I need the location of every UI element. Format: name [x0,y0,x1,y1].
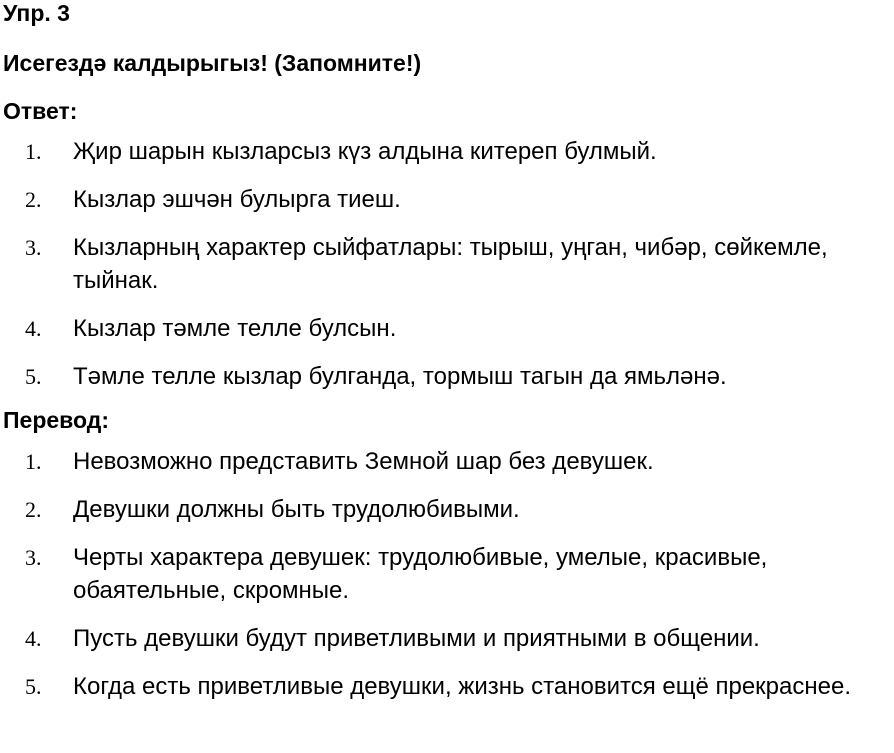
list-item-text: Черты характера девушек: трудолюбивые, умелые, красивые, обаятельные, скромные. [73,544,768,604]
answer-item-4 [3,312,894,345]
answer-item-5 [3,360,894,393]
translation-item-2 [3,493,894,526]
list-item-text: Кызлар тәмле телле булсын. [73,315,397,342]
translation-item-1 [3,445,894,478]
translation-list [3,445,894,703]
answer-item-3 [3,231,894,297]
exercise-title: Упр. 3 [3,0,70,26]
list-number: 4. [25,626,42,651]
list-item-text: Пусть девушки будут приветливыми и приятными в общении. [73,625,760,652]
list-number: 1. [25,449,42,474]
answer-item-2 [3,183,894,216]
translation-item-5 [3,670,894,703]
translation-item-4 [3,622,894,655]
list-number: 1. [25,139,42,164]
list-item-text: Кызларның характер сыйфатлары: тырыш, уңган, чибәр, сөйкемле, тыйнак. [73,234,828,294]
list-item-text: Когда есть приветливые девушки, жизнь становится ещё прекраснее. [73,673,851,700]
list-number: 5. [25,364,42,389]
list-number: 5. [25,674,42,699]
list-number: 2. [25,497,42,522]
answer-heading: Ответ: [3,98,78,124]
list-item-text: Тәмле телле кызлар булганда, тормыш тагын да ямьләнә. [73,363,727,390]
list-number: 3. [25,235,42,260]
translation-item-3 [3,541,894,607]
list-number: 2. [25,187,42,212]
list-item-text: Невозможно представить Земной шар без девушек. [73,448,654,475]
answer-list [3,135,894,393]
answer-item-1 [3,135,894,168]
list-item-text: Девушки должны быть трудолюбивыми. [73,496,520,523]
translation-heading: Перевод: [3,407,110,433]
list-item-text: Кызлар эшчән булырга тиеш. [73,186,401,213]
list-number: 4. [25,316,42,341]
instruction-title: Исегездә калдырыгыз! (Запомните!) [3,50,422,76]
list-number: 3. [25,545,42,570]
list-item-text: Җир шарын кызларсыз күз алдына китереп булмый. [73,138,657,165]
